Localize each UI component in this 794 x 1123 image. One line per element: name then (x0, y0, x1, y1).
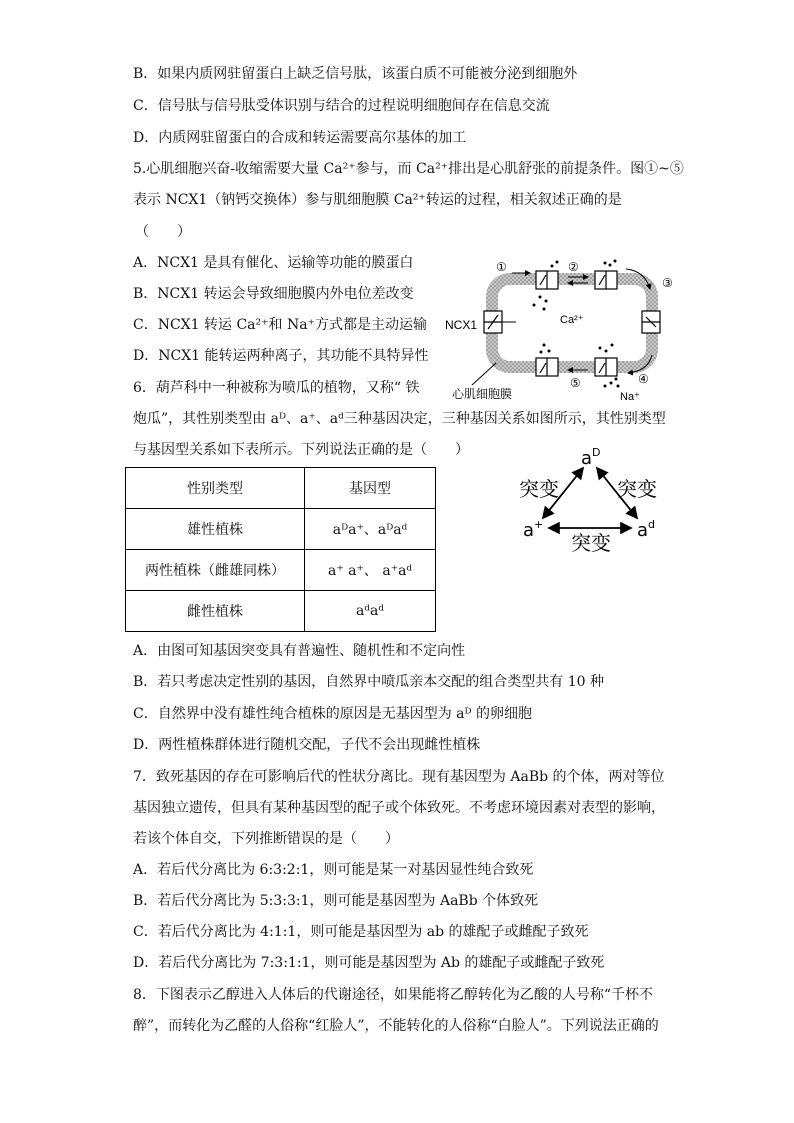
q7-option-a: A．若后代分离比为 6:3:2:1，则可能是某一对基因显性纯合致死 (133, 862, 534, 878)
q5-option-a: A．NCX1 是具有催化、运输等功能的膜蛋白 (133, 255, 414, 271)
mutation-triangle-figure (515, 440, 675, 560)
ncx1-transport-figure (440, 255, 690, 405)
sex-genotype-table (125, 467, 436, 632)
mutation-label-bottom: 突变 (571, 531, 611, 555)
mutation-label-right: 突变 (617, 477, 657, 501)
fig5-num-4: ④ (638, 372, 649, 386)
q6-option-b: B．若只考虑决定性别的基因，自然界中喷瓜亲本交配的组合类型共有 10 种 (133, 674, 605, 690)
table-cell-type: 两性植株（雌雄同株） (126, 550, 305, 591)
q4-option-c: C．信号肽与信号肽受体识别与结合的过程说明细胞间存在信息交流 (133, 98, 550, 114)
q5-stem-line2: 表示 NCX1（钠钙交换体）参与肌细胞膜 Ca²⁺转运的过程，相关叙述正确的是 (133, 192, 622, 208)
q4-option-b: B．如果内质网驻留蛋白上缺乏信号肽，该蛋白质不可能被分泌到细胞外 (133, 66, 578, 82)
q4-option-d: D．内质网驻留蛋白的合成和转运需要高尔基体的加工 (133, 130, 467, 146)
table-header-row (126, 468, 436, 509)
q8-stem-line2: 醉”，而转化为乙醛的人俗称“红脸人”，不能转化的人俗称“白脸人”。下列说法正确的 (133, 1018, 659, 1034)
table-row (126, 509, 436, 550)
table-cell-type: 雌性植株 (126, 591, 305, 632)
q7-stem-line2: 基因独立遗传，但具有某种基因型的配子或个体致死。不考虑环境因素对表型的影响， (133, 800, 665, 816)
table-cell-genotype: aᵈaᵈ (305, 591, 436, 632)
q6-stem-line2: 炮瓜”，其性别类型由 aᴰ、a⁺、aᵈ三种基因决定，三种基因关系如图所示，其性别类型 (133, 411, 666, 427)
fig5-na-label: Na⁺ (620, 391, 640, 403)
q6-stem-line3: 与基因型关系如下表所示。下列说法正确的是（ ） (133, 442, 469, 458)
fig5-ca-label: Ca²⁺ (560, 314, 584, 326)
q6-option-c: C．自然界中没有雄性纯合植株的原因是无基因型为 aᴰ 的卵细胞 (133, 706, 533, 722)
fig5-num-5: ⑤ (570, 376, 581, 390)
q5-option-d: D．NCX1 能转运两种离子，其功能不具特异性 (133, 348, 429, 364)
fig5-num-2: ② (568, 260, 579, 274)
fig5-num-1: ① (496, 260, 507, 274)
table-header-cell: 基因型 (305, 468, 436, 509)
allele-aD-label: $a^D$ (581, 446, 601, 469)
q5-option-c: C．NCX1 转运 Ca²⁺和 Na⁺方式都是主动运输 (133, 317, 427, 333)
q7-option-d: D．若后代分离比为 7:3:1:1，则可能是基因型为 Ab 的雄配子或雌配子致死 (133, 955, 605, 971)
fig5-membrane-label: 心肌细胞膜 (452, 387, 513, 401)
allele-a-plus-label: a+ (523, 518, 544, 541)
q5-option-b: B．NCX1 转运会导致细胞膜内外电位差改变 (133, 286, 414, 302)
fig5-ncx1-label: NCX1 (445, 318, 478, 332)
q6-option-d: D．两性植株群体进行随机交配，子代不会出现雌性植株 (133, 737, 481, 753)
q6-option-a: A．由图可知基因突变具有普遍性、随机性和不定向性 (133, 643, 466, 659)
q5-answer-paren: （ ） (135, 224, 191, 240)
fig5-num-3: ③ (662, 276, 673, 290)
q6-stem-line1: 6．葫芦科中一种被称为喷瓜的植物，又称“ 铁 (133, 380, 420, 396)
table-cell-genotype: aᴰa⁺、aᴰaᵈ (305, 509, 436, 550)
table-row (126, 591, 436, 632)
q7-stem-line1: 7．致死基因的存在可影响后代的性状分离比。现有基因型为 AaBb 的个体，两对等位 (133, 769, 665, 785)
q7-stem-line3: 若该个体自交，下列推断错误的是（ ） (133, 831, 399, 847)
q7-option-b: B．若后代分离比为 5:3:3:1，则可能是基因型为 AaBb 个体致死 (133, 893, 539, 909)
q8-stem-line1: 8．下图表示乙醇进入人体后的代谢途径，如果能将乙醇转化为乙酸的人号称“千杯不 (133, 987, 654, 1003)
q5-stem-line1: 5.心肌细胞兴奋-收缩需要大量 Ca²⁺参与，而 Ca²⁺排出是心肌舒张的前提条件。图①~⑤ (133, 161, 684, 177)
mutation-label-left: 突变 (519, 477, 559, 501)
table-row (126, 550, 436, 591)
q7-option-c: C．若后代分离比为 4:1:1，则可能是基因型为 ab 的雄配子或雌配子致死 (133, 924, 589, 940)
table-cell-genotype: a⁺ a⁺、 a⁺aᵈ (305, 550, 436, 591)
table-cell-type: 雄性植株 (126, 509, 305, 550)
table-header-cell: 性别类型 (126, 468, 305, 509)
allele-ad-label: $a^d$ (637, 518, 656, 541)
